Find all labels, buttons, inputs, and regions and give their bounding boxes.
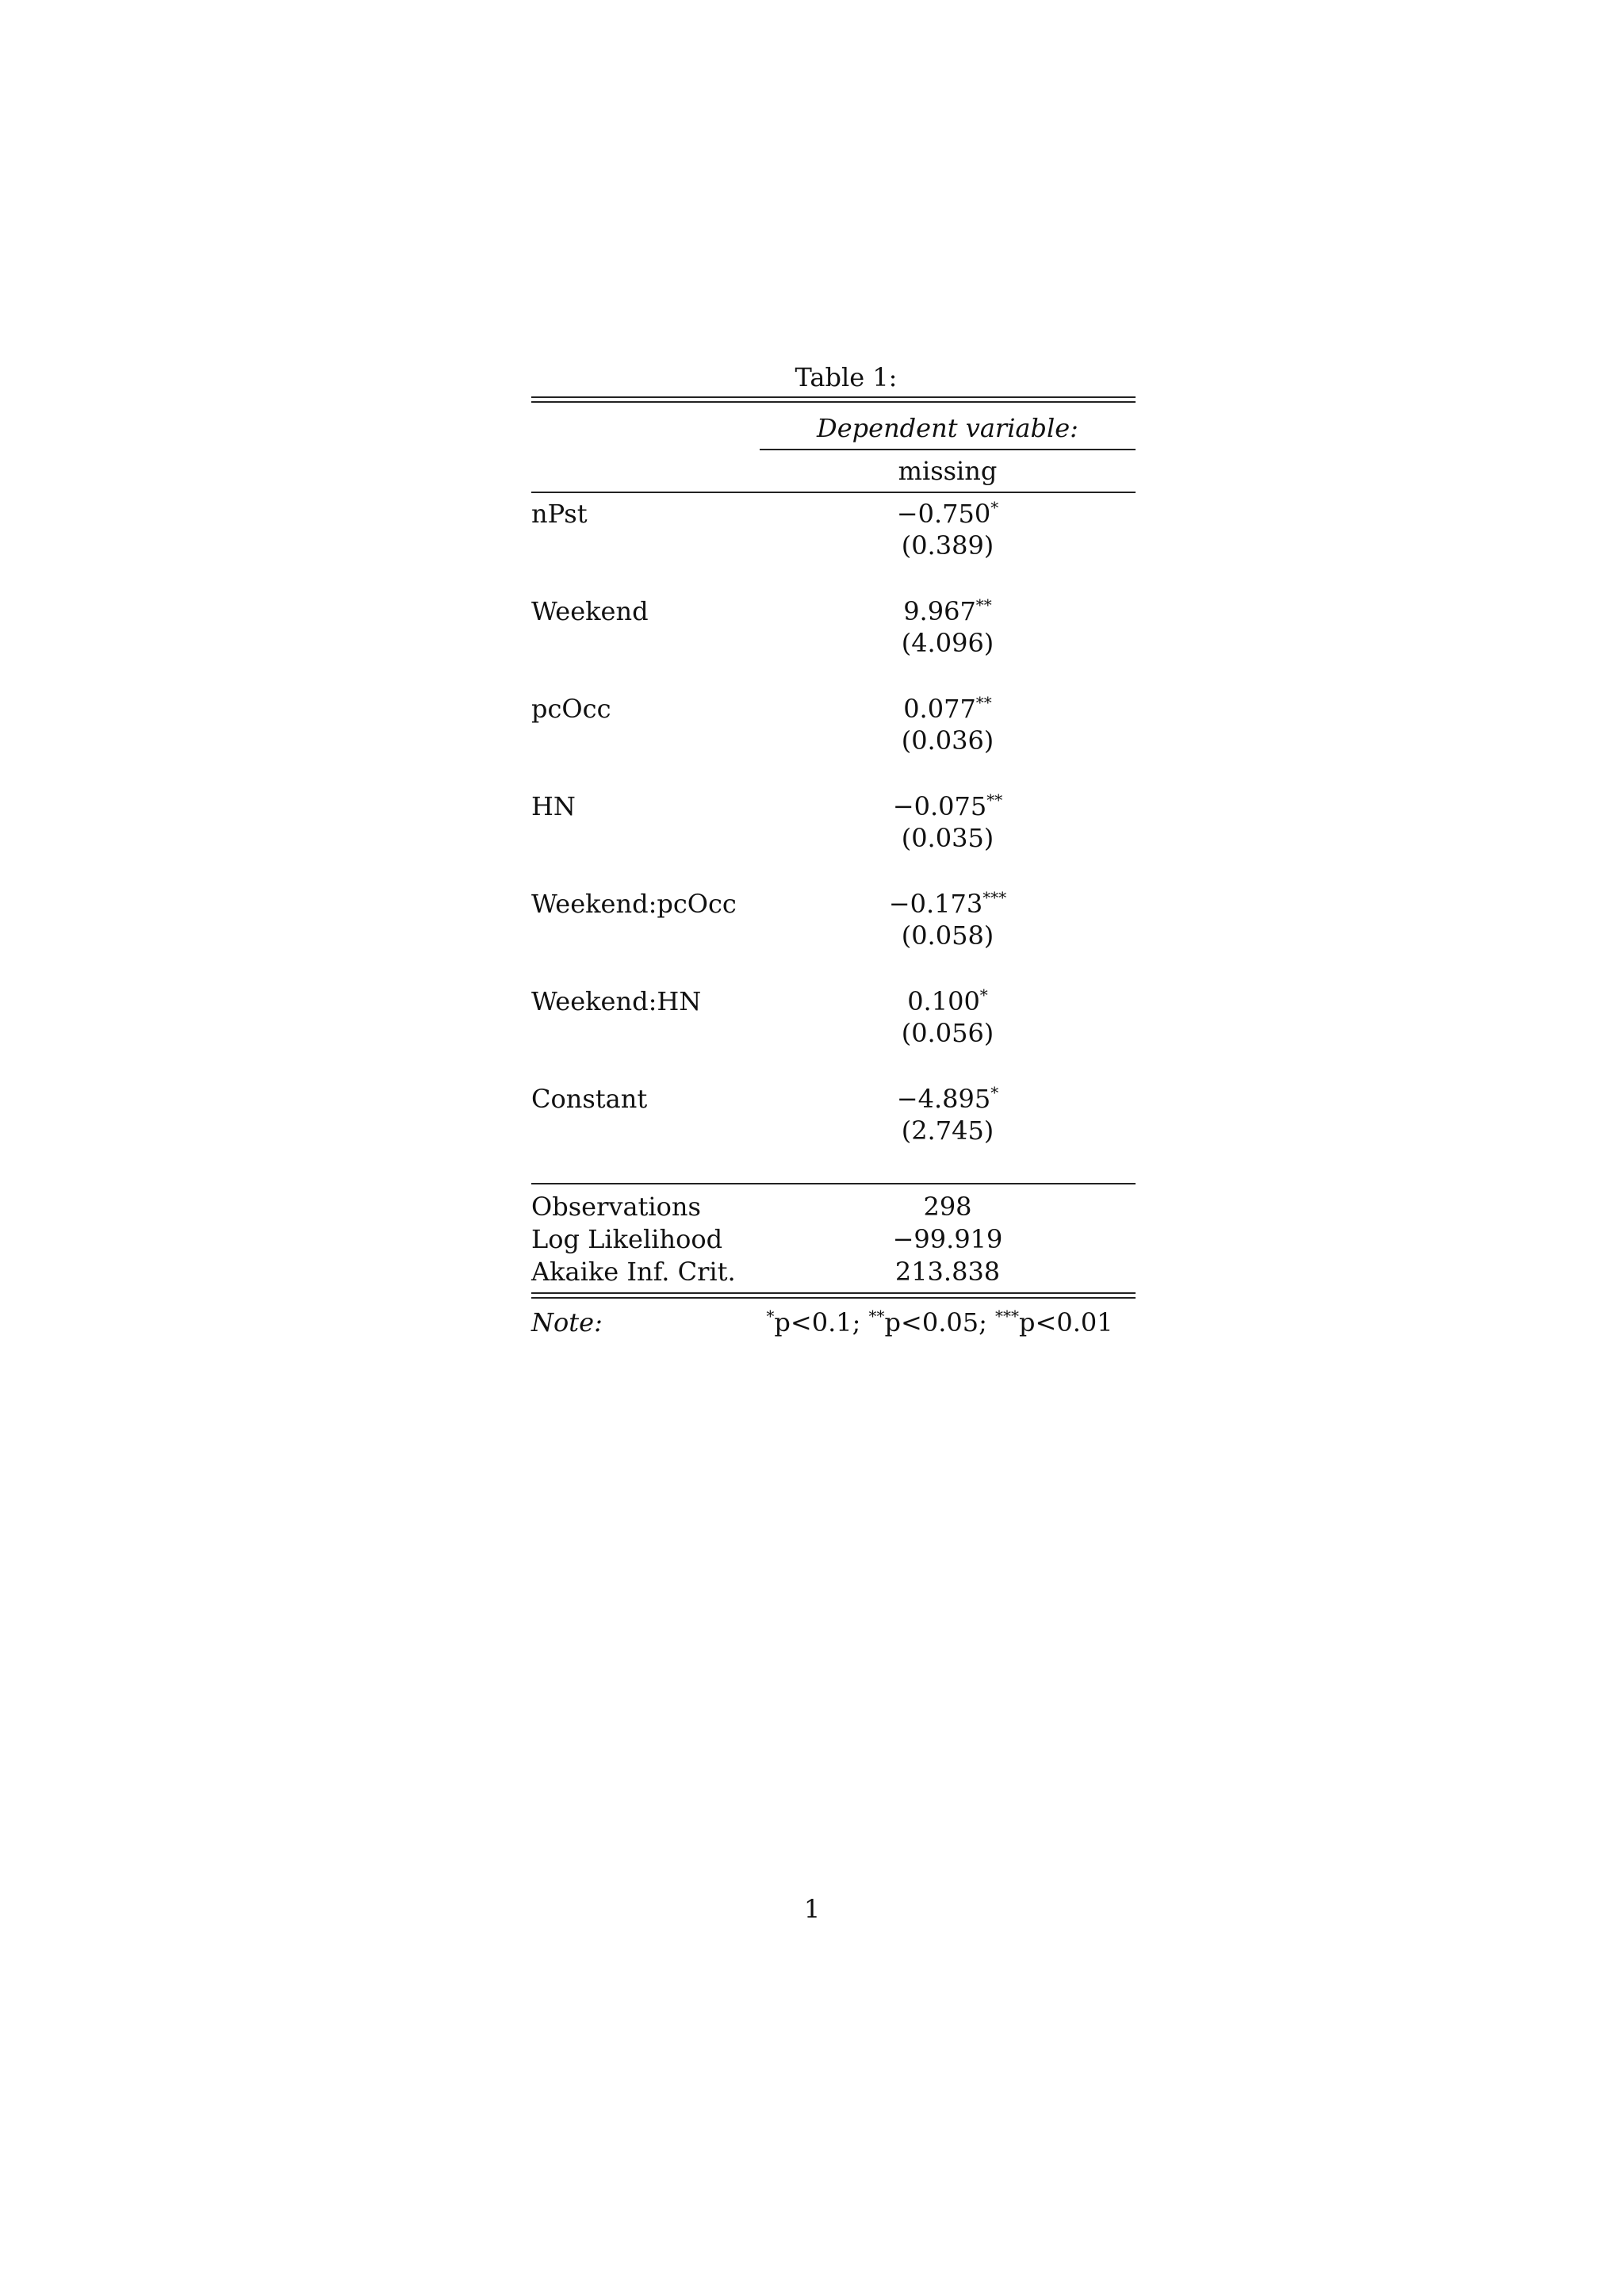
stat-label: Observations: [531, 1192, 701, 1222]
significance-note: *p<0.1; **p<0.05; ***p<0.01: [766, 1307, 1113, 1337]
coefficient: −0.075**: [892, 790, 1003, 821]
top-rule-2: [531, 401, 1136, 403]
significance-stars: *: [979, 985, 988, 1004]
stat-value: 298: [923, 1192, 972, 1222]
dependent-underline: [760, 449, 1136, 450]
stat-label: Log Likelihood: [531, 1224, 723, 1254]
row-label: Weekend: [531, 596, 649, 626]
row-label: Weekend:pcOcc: [531, 889, 737, 919]
stat-value: −99.919: [892, 1224, 1003, 1254]
stat-value: 213.838: [894, 1257, 1001, 1287]
bottom-rule: [531, 1292, 1136, 1294]
dependent-variable-header: Dependent variable:: [817, 413, 1078, 443]
coefficient: −0.750*: [896, 498, 999, 529]
significance-stars: ***: [982, 888, 1007, 907]
coefficient: 9.967**: [903, 595, 992, 626]
row-label: nPst: [531, 499, 588, 529]
standard-error: (2.745): [901, 1115, 994, 1146]
page-number: 1: [803, 1894, 821, 1924]
header-rule: [531, 492, 1136, 493]
note-label: Note:: [531, 1307, 603, 1337]
significance-stars: **: [975, 693, 992, 712]
standard-error: (4.096): [901, 628, 994, 658]
table-caption: Table 1:: [795, 362, 898, 392]
dependent-variable-name: missing: [898, 456, 998, 486]
significance-stars: **: [975, 595, 992, 614]
top-rule: [531, 396, 1136, 398]
coefficient: 0.100*: [907, 985, 988, 1016]
row-label: pcOcc: [531, 694, 611, 724]
coefficient: −0.173***: [888, 888, 1007, 919]
standard-error: (0.058): [901, 920, 994, 951]
stats-rule: [531, 1183, 1136, 1184]
standard-error: (0.036): [901, 725, 994, 756]
standard-error: (0.389): [901, 530, 994, 561]
standard-error: (0.035): [901, 823, 994, 853]
coefficient: 0.077**: [903, 693, 992, 724]
row-label: Constant: [531, 1084, 648, 1114]
row-label: Weekend:HN: [531, 986, 702, 1016]
row-label: HN: [531, 791, 576, 821]
significance-stars: *: [990, 1083, 999, 1102]
standard-error: (0.056): [901, 1018, 994, 1048]
coefficient: −4.895*: [896, 1083, 999, 1114]
bottom-rule-2: [531, 1297, 1136, 1299]
significance-stars: **: [986, 790, 1003, 809]
significance-stars: *: [990, 498, 999, 517]
stat-label: Akaike Inf. Crit.: [531, 1257, 736, 1287]
